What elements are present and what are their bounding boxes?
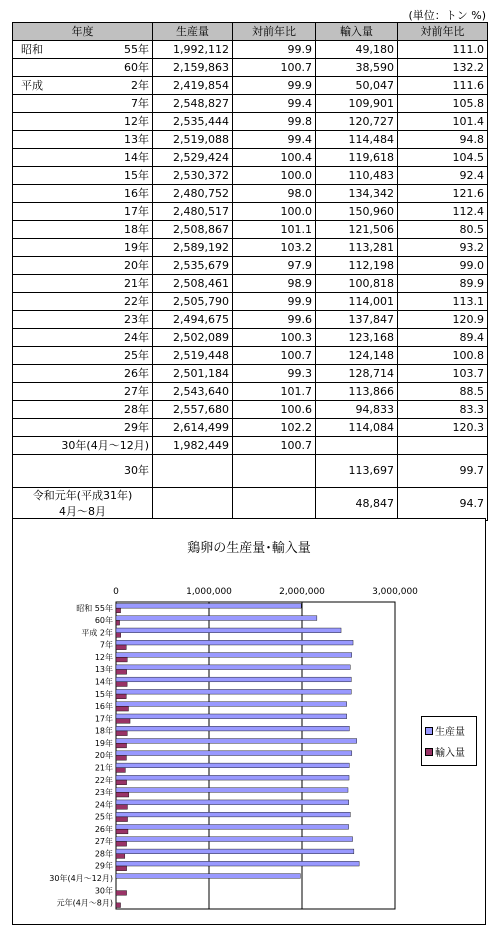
cell-import-ratio: 88.5 xyxy=(398,383,488,401)
cell-year-label: 26年 xyxy=(124,366,149,380)
bar-import xyxy=(116,805,127,810)
table-row xyxy=(13,41,488,59)
cell-import: 113,697 xyxy=(316,455,398,488)
cell-year xyxy=(13,113,153,131)
cell-production xyxy=(153,488,233,521)
cell-year-line: 令和元年(平成31年) xyxy=(32,489,133,502)
bar-import xyxy=(116,768,125,773)
cell-year-label: 16年 xyxy=(124,186,149,200)
cell-year-label: 55年 xyxy=(124,42,149,56)
bar-production xyxy=(116,702,347,707)
cell-year-label: 60年 xyxy=(124,60,149,74)
bar-import xyxy=(116,719,130,724)
bar-import xyxy=(116,743,127,748)
cell-import-ratio: 105.8 xyxy=(398,95,488,113)
cell-production: 2,480,517 xyxy=(153,203,233,221)
cell-production: 1,982,449 xyxy=(153,437,233,455)
bar-import xyxy=(116,682,127,687)
y-tick-label: 20年 xyxy=(94,751,113,761)
table-row xyxy=(13,419,488,437)
header-year: 年度 xyxy=(13,23,153,41)
bar-import xyxy=(116,829,128,834)
y-tick-label: 24年 xyxy=(94,800,113,810)
cell-import-ratio: 94.7 xyxy=(398,488,488,521)
y-tick-label: 平成 2年 xyxy=(81,628,113,638)
cell-production-ratio: 101.7 xyxy=(233,383,316,401)
cell-production: 2,480,752 xyxy=(153,185,233,203)
table-row xyxy=(13,167,488,185)
cell-import: 134,342 xyxy=(316,185,398,203)
cell-production-ratio: 100.7 xyxy=(233,437,316,455)
unit-label: (単位：トン %) xyxy=(408,9,486,22)
bar-import xyxy=(116,780,127,785)
y-tick-label: 12年 xyxy=(94,652,113,662)
header-production-ratio: 対前年比 xyxy=(233,23,316,41)
cell-year xyxy=(13,257,153,275)
bar-production xyxy=(116,628,341,633)
cell-production-ratio: 100.0 xyxy=(233,203,316,221)
cell-production-ratio: 99.8 xyxy=(233,113,316,131)
x-tick-label: 3,000,000 xyxy=(372,587,418,597)
legend-item-production xyxy=(425,723,476,738)
cell-year-label: 30年 xyxy=(124,464,149,477)
header-production: 生産量 xyxy=(153,23,233,41)
cell-year-label: 30年(4月～12月) xyxy=(61,438,149,452)
cell-production: 1,992,112 xyxy=(153,41,233,59)
cell-import: 123,168 xyxy=(316,329,398,347)
bar-import xyxy=(116,756,126,761)
cell-import-ratio: 101.4 xyxy=(398,113,488,131)
table-row xyxy=(13,311,488,329)
cell-import-ratio: 120.3 xyxy=(398,419,488,437)
bar-production xyxy=(116,739,357,744)
y-tick-label: 28年 xyxy=(94,849,113,859)
bar-production xyxy=(116,616,317,621)
bar-production xyxy=(116,825,349,830)
cell-production-ratio: 99.4 xyxy=(233,95,316,113)
bar-import xyxy=(116,706,128,711)
y-tick-label: 30年 xyxy=(94,886,113,896)
bar-production xyxy=(116,861,359,866)
cell-year xyxy=(13,275,153,293)
cell-production-ratio: 100.0 xyxy=(233,167,316,185)
cell-import: 110,483 xyxy=(316,167,398,185)
cell-production: 2,535,679 xyxy=(153,257,233,275)
cell-production-ratio xyxy=(233,488,316,521)
cell-production: 2,519,088 xyxy=(153,131,233,149)
cell-year-label: 23年 xyxy=(124,312,149,326)
cell-import: 121,506 xyxy=(316,221,398,239)
cell-import-ratio: 113.1 xyxy=(398,293,488,311)
y-tick-label: 60年 xyxy=(94,616,113,626)
cell-year-label: 18年 xyxy=(124,222,149,236)
cell-production: 2,508,461 xyxy=(153,275,233,293)
bar-production xyxy=(116,775,349,780)
legend-item-import xyxy=(425,744,476,759)
cell-import-ratio: 121.6 xyxy=(398,185,488,203)
y-tick-label: 21年 xyxy=(94,763,113,773)
cell-production: 2,589,192 xyxy=(153,239,233,257)
bar-import xyxy=(116,608,121,613)
table-row xyxy=(13,257,488,275)
cell-import: 113,281 xyxy=(316,239,398,257)
cell-import: 124,148 xyxy=(316,347,398,365)
y-tick-label: 7年 xyxy=(99,640,113,650)
cell-import-ratio: 100.8 xyxy=(398,347,488,365)
cell-production: 2,501,184 xyxy=(153,365,233,383)
cell-import-ratio: 92.4 xyxy=(398,167,488,185)
bar-production xyxy=(116,874,300,879)
bar-production xyxy=(116,677,351,682)
bar-import xyxy=(116,866,127,871)
cell-import: 113,866 xyxy=(316,383,398,401)
cell-import: 114,484 xyxy=(316,131,398,149)
cell-year xyxy=(13,239,153,257)
table-header-row xyxy=(13,23,488,41)
legend-swatch-production xyxy=(425,727,433,735)
cell-year-label: 27年 xyxy=(124,384,149,398)
cell-import: 112,198 xyxy=(316,257,398,275)
bar-production xyxy=(116,640,353,645)
cell-year xyxy=(13,383,153,401)
cell-year xyxy=(13,59,153,77)
x-tick-label: 1,000,000 xyxy=(186,587,232,597)
cell-import xyxy=(316,437,398,455)
cell-production: 2,557,680 xyxy=(153,401,233,419)
cell-year-label: 12年 xyxy=(124,114,149,128)
cell-import-ratio: 80.5 xyxy=(398,221,488,239)
y-tick-label: 29年 xyxy=(94,861,113,871)
cell-import-ratio: 111.6 xyxy=(398,77,488,95)
cell-year xyxy=(13,311,153,329)
table-row xyxy=(13,275,488,293)
y-tick-label: 昭和 55年 xyxy=(76,603,113,613)
egg-data-table xyxy=(12,22,488,521)
cell-production: 2,419,854 xyxy=(153,77,233,95)
y-tick-label: 22年 xyxy=(94,775,113,785)
cell-year-label: 21年 xyxy=(124,276,149,290)
cell-import-ratio xyxy=(398,437,488,455)
cell-year xyxy=(13,365,153,383)
cell-production-ratio: 101.1 xyxy=(233,221,316,239)
table-row xyxy=(13,203,488,221)
cell-import-ratio: 94.8 xyxy=(398,131,488,149)
table-row xyxy=(13,488,488,521)
table-row xyxy=(13,77,488,95)
cell-import: 100,818 xyxy=(316,275,398,293)
bar-import xyxy=(116,620,120,625)
x-tick-label: 2,000,000 xyxy=(279,587,325,597)
cell-import-ratio: 103.7 xyxy=(398,365,488,383)
cell-production-ratio: 99.9 xyxy=(233,77,316,95)
bar-production xyxy=(116,763,349,768)
cell-import: 48,847 xyxy=(316,488,398,521)
cell-year-label: 15年 xyxy=(124,168,149,182)
cell-production: 2,505,790 xyxy=(153,293,233,311)
bar-import xyxy=(116,891,127,896)
bar-import xyxy=(116,854,125,859)
cell-production: 2,494,675 xyxy=(153,311,233,329)
y-tick-label: 15年 xyxy=(94,689,113,699)
cell-year xyxy=(13,293,153,311)
bar-import xyxy=(116,670,127,675)
cell-year-label: 28年 xyxy=(124,402,149,416)
bar-import xyxy=(116,657,127,662)
cell-production: 2,535,444 xyxy=(153,113,233,131)
cell-import-ratio: 104.5 xyxy=(398,149,488,167)
cell-production: 2,530,372 xyxy=(153,167,233,185)
cell-production: 2,519,448 xyxy=(153,347,233,365)
table-row xyxy=(13,113,488,131)
cell-production-ratio: 99.3 xyxy=(233,365,316,383)
chart-panel xyxy=(12,518,486,925)
table-row xyxy=(13,293,488,311)
cell-production-ratio: 102.2 xyxy=(233,419,316,437)
cell-import-ratio: 132.2 xyxy=(398,59,488,77)
bar-production xyxy=(116,837,353,842)
bar-import xyxy=(116,817,128,822)
cell-era: 平成 xyxy=(21,78,43,92)
y-tick-label: 14年 xyxy=(94,677,113,687)
cell-production-ratio: 98.9 xyxy=(233,275,316,293)
cell-year xyxy=(13,221,153,239)
legend-label-import: 輸入量 xyxy=(435,748,465,759)
table-row xyxy=(13,437,488,455)
y-tick-label: 25年 xyxy=(94,812,113,822)
chart-legend xyxy=(421,716,477,766)
cell-era: 昭和 xyxy=(21,42,43,56)
bar-production xyxy=(116,849,354,854)
cell-import: 109,901 xyxy=(316,95,398,113)
chart-title: 鶏卵の生産量･輸入量 xyxy=(187,541,311,556)
cell-import: 137,847 xyxy=(316,311,398,329)
legend-swatch-import xyxy=(425,748,433,756)
cell-year-label: 24年 xyxy=(124,330,149,344)
cell-year xyxy=(13,455,153,488)
cell-production-ratio: 103.2 xyxy=(233,239,316,257)
cell-import-ratio: 93.2 xyxy=(398,239,488,257)
header-import: 輸入量 xyxy=(316,23,398,41)
cell-year xyxy=(13,347,153,365)
bar-production xyxy=(116,812,350,817)
cell-year-label: 17年 xyxy=(124,204,149,218)
cell-year xyxy=(13,95,153,113)
cell-import: 38,590 xyxy=(316,59,398,77)
cell-year-label: 14年 xyxy=(124,150,149,164)
cell-year-label: 22年 xyxy=(124,294,149,308)
cell-import: 120,727 xyxy=(316,113,398,131)
cell-year xyxy=(13,401,153,419)
bar-import xyxy=(116,731,127,736)
table-row xyxy=(13,185,488,203)
y-tick-label: 元年(4月～8月) xyxy=(56,898,113,908)
cell-year xyxy=(13,167,153,185)
cell-year xyxy=(13,77,153,95)
y-tick-label: 17年 xyxy=(94,714,113,724)
x-tick-label: 0 xyxy=(113,587,119,597)
bar-production xyxy=(116,665,350,670)
bar-production xyxy=(116,689,351,694)
bar-import xyxy=(116,903,121,908)
cell-year xyxy=(13,419,153,437)
table-row xyxy=(13,131,488,149)
bar-production xyxy=(116,726,349,731)
cell-production-ratio: 99.6 xyxy=(233,311,316,329)
cell-year xyxy=(13,149,153,167)
cell-import-ratio: 89.4 xyxy=(398,329,488,347)
cell-year xyxy=(13,488,153,521)
cell-import-ratio: 112.4 xyxy=(398,203,488,221)
cell-production-ratio xyxy=(233,455,316,488)
cell-import-ratio: 111.0 xyxy=(398,41,488,59)
cell-import-ratio: 120.9 xyxy=(398,311,488,329)
cell-production-ratio: 97.9 xyxy=(233,257,316,275)
bar-import xyxy=(116,694,126,699)
cell-year xyxy=(13,329,153,347)
y-tick-label: 23年 xyxy=(94,788,113,798)
cell-production: 2,502,089 xyxy=(153,329,233,347)
bar-production xyxy=(116,603,301,608)
cell-import-ratio: 83.3 xyxy=(398,401,488,419)
table-row xyxy=(13,59,488,77)
cell-production: 2,529,424 xyxy=(153,149,233,167)
cell-year-label: 29年 xyxy=(124,420,149,434)
cell-production: 2,614,499 xyxy=(153,419,233,437)
cell-year xyxy=(13,437,153,455)
cell-import: 50,047 xyxy=(316,77,398,95)
table-row xyxy=(13,239,488,257)
legend-label-production: 生産量 xyxy=(435,727,465,738)
cell-year-label: 7年 xyxy=(131,96,149,110)
bar-production xyxy=(116,751,352,756)
cell-production xyxy=(153,455,233,488)
cell-production-ratio: 100.6 xyxy=(233,401,316,419)
cell-import-ratio: 99.7 xyxy=(398,455,488,488)
y-tick-label: 16年 xyxy=(94,702,113,712)
cell-import: 128,714 xyxy=(316,365,398,383)
cell-year-label: 20年 xyxy=(124,258,149,272)
cell-production-ratio: 98.0 xyxy=(233,185,316,203)
table-row xyxy=(13,383,488,401)
table-row xyxy=(13,329,488,347)
cell-production: 2,543,640 xyxy=(153,383,233,401)
cell-import-ratio: 99.0 xyxy=(398,257,488,275)
bar-production xyxy=(116,788,348,793)
cell-production-ratio: 99.9 xyxy=(233,293,316,311)
bar-production xyxy=(116,800,349,805)
cell-import: 94,833 xyxy=(316,401,398,419)
cell-year xyxy=(13,131,153,149)
table-row xyxy=(13,221,488,239)
cell-production-ratio: 99.9 xyxy=(233,41,316,59)
cell-import: 114,084 xyxy=(316,419,398,437)
cell-year xyxy=(13,185,153,203)
cell-production-ratio: 100.7 xyxy=(233,59,316,77)
cell-year-label: 13年 xyxy=(124,132,149,146)
y-tick-label: 13年 xyxy=(94,665,113,675)
cell-year xyxy=(13,41,153,59)
cell-import: 150,960 xyxy=(316,203,398,221)
table-row xyxy=(13,401,488,419)
bar-import xyxy=(116,792,129,797)
cell-production-ratio: 100.3 xyxy=(233,329,316,347)
y-tick-label: 26年 xyxy=(94,824,113,834)
cell-production-ratio: 100.7 xyxy=(233,347,316,365)
cell-year-label: 25年 xyxy=(124,348,149,362)
y-tick-label: 27年 xyxy=(94,837,113,847)
cell-year-label: 19年 xyxy=(124,240,149,254)
cell-production: 2,508,867 xyxy=(153,221,233,239)
bar-production xyxy=(116,714,347,719)
cell-import: 49,180 xyxy=(316,41,398,59)
table-row xyxy=(13,149,488,167)
table-row xyxy=(13,455,488,488)
table-row xyxy=(13,95,488,113)
bar-import xyxy=(116,633,121,638)
table-row xyxy=(13,347,488,365)
cell-production: 2,548,827 xyxy=(153,95,233,113)
cell-production-ratio: 100.4 xyxy=(233,149,316,167)
y-tick-label: 30年(4月～12月) xyxy=(49,874,113,884)
cell-import: 119,618 xyxy=(316,149,398,167)
bar-import xyxy=(116,841,127,846)
bar-import xyxy=(116,645,126,650)
bar-production xyxy=(116,653,352,658)
cell-production: 2,159,863 xyxy=(153,59,233,77)
cell-import: 114,001 xyxy=(316,293,398,311)
cell-year-line: 4月～8月 xyxy=(59,505,106,518)
cell-production-ratio: 99.4 xyxy=(233,131,316,149)
y-tick-label: 19年 xyxy=(94,738,113,748)
header-import-ratio: 対前年比 xyxy=(398,23,488,41)
cell-import-ratio: 89.9 xyxy=(398,275,488,293)
y-tick-label: 18年 xyxy=(94,726,113,736)
cell-year xyxy=(13,203,153,221)
bar-chart xyxy=(13,519,485,924)
cell-year-label: 2年 xyxy=(131,78,149,92)
table-row xyxy=(13,365,488,383)
